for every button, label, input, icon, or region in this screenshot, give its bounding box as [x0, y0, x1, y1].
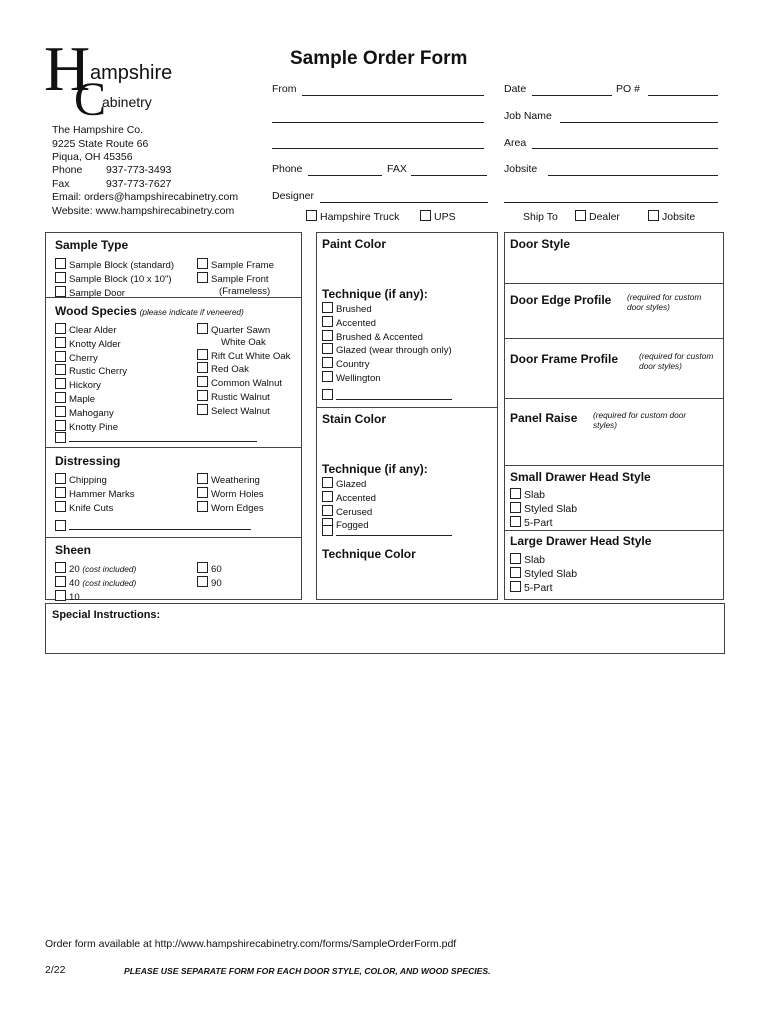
option-label: Cherry [69, 352, 98, 364]
option-label: Hammer Marks [69, 488, 135, 500]
option-label: 60 [211, 564, 222, 575]
dealer-checkbox[interactable] [575, 210, 586, 221]
logo-ampshire: ampshire [90, 62, 173, 84]
checkbox[interactable] [55, 392, 66, 403]
from-field[interactable] [302, 95, 484, 96]
wood-species-note: (please indicate if veneered) [139, 307, 244, 317]
wood-option[interactable] [197, 376, 290, 390]
right-divider-2 [504, 338, 723, 339]
sheen-heading: Sheen [55, 543, 92, 557]
checkbox[interactable] [322, 302, 333, 313]
option-label: Weathering [211, 475, 260, 486]
checkbox[interactable] [55, 487, 66, 498]
wood-species-right [197, 323, 290, 418]
door-style-heading: Door Style [510, 237, 571, 251]
frameless-label: (Frameless) [219, 285, 271, 297]
stain-technique-heading: Technique (if any): [322, 462, 428, 476]
ship-to-label: Ship To [523, 211, 558, 223]
ups-label: UPS [434, 211, 456, 223]
panel-raise-note: (required for custom door styles) [593, 410, 687, 430]
left-divider-3 [45, 537, 301, 538]
cost-note: (cost included) [82, 564, 137, 574]
company-phone-label: Phone [52, 164, 83, 176]
logo-c: C [74, 73, 107, 126]
option-label: Country [336, 359, 370, 371]
middle-divider [316, 407, 497, 408]
distressing-other-option[interactable] [55, 520, 69, 533]
option-label: Rustic Cherry [69, 366, 128, 378]
company-name: The Hampshire Co. [52, 124, 144, 136]
checkbox[interactable] [55, 590, 66, 601]
option-label: Accented [336, 317, 377, 329]
checkbox[interactable] [55, 473, 66, 484]
ups-checkbox[interactable] [420, 210, 431, 221]
paint-color-heading: Paint Color [322, 237, 387, 251]
distressing-option[interactable] [55, 487, 135, 501]
sheen-option[interactable] [55, 576, 136, 590]
wood-option[interactable] [55, 323, 127, 337]
company-website: Website: www.hampshirecabinetry.com [52, 205, 235, 217]
option-label: Sample Door [69, 287, 125, 299]
option-label: Sample Front [211, 273, 269, 285]
option-label: Worm Holes [211, 488, 264, 500]
fax-label: FAX [387, 163, 407, 175]
checkbox[interactable] [197, 272, 208, 283]
option-label: Sample Block (10 x 10") [69, 273, 172, 285]
option-label: 5-Part [524, 582, 553, 594]
hampshire-truck-option[interactable] [306, 210, 399, 223]
option-label: Sample Block (standard) [69, 260, 175, 271]
option-label: 20 [69, 564, 80, 575]
option-label: 90 [211, 577, 222, 589]
checkbox[interactable] [197, 487, 208, 498]
distressing-other-field[interactable] [69, 529, 251, 530]
wood-option[interactable] [197, 362, 290, 376]
wood-option[interactable] [197, 404, 290, 418]
hampshire-truck-label: Hampshire Truck [320, 211, 400, 223]
checkbox[interactable] [55, 351, 66, 362]
sheen-option[interactable] [197, 576, 222, 590]
po-label: PO # [616, 83, 640, 95]
company-phone: 937-773-3493 [106, 164, 172, 176]
checkbox[interactable] [55, 378, 66, 389]
technique-option[interactable] [322, 505, 376, 519]
wood-option[interactable] [197, 390, 290, 404]
distressing-option[interactable] [197, 487, 264, 501]
checkbox[interactable] [197, 501, 208, 512]
technique-option[interactable] [322, 316, 452, 330]
option-label: Sample Frame [211, 260, 274, 271]
ups-option[interactable] [420, 210, 456, 223]
checkbox[interactable] [55, 364, 66, 375]
distressing-option[interactable] [55, 501, 135, 515]
job-name-label: Job Name [504, 110, 552, 122]
wood-option[interactable] [55, 364, 127, 378]
sheen-option[interactable] [55, 562, 136, 576]
option-label: Slab [524, 489, 546, 501]
right-divider-3 [504, 398, 723, 399]
phone-label: Phone [272, 163, 303, 175]
option-label: Knotty Alder [69, 338, 121, 350]
jobsite-field-2[interactable] [504, 202, 718, 203]
checkbox[interactable] [197, 258, 208, 269]
checkbox[interactable] [55, 562, 66, 573]
company-email: Email: orders@hampshirecabinetry.com [52, 191, 239, 203]
sample-type-option[interactable] [55, 272, 174, 286]
distressing-left [55, 473, 135, 514]
distressing-option[interactable] [197, 501, 264, 515]
option-label: Glazed (wear through only) [336, 345, 452, 357]
paint-technique-heading: Technique (if any): [322, 287, 428, 301]
wood-option[interactable] [55, 337, 127, 351]
option-label: Mahogany [69, 407, 114, 419]
drawer-option[interactable] [510, 567, 577, 581]
wood-other-option[interactable] [55, 432, 69, 445]
sample-type-option[interactable] [197, 272, 274, 286]
option-label: Select Walnut [211, 405, 270, 417]
option-label: Slab [524, 554, 546, 566]
from-field-2[interactable] [272, 122, 484, 123]
right-divider-4 [504, 465, 723, 466]
dealer-label: Dealer [589, 211, 620, 223]
checkbox[interactable] [55, 501, 66, 512]
distressing-option[interactable] [197, 473, 264, 487]
distressing-option[interactable] [55, 473, 135, 487]
wood-option[interactable] [55, 406, 127, 420]
from-label: From [272, 83, 297, 95]
company-street: 9225 State Route 66 [52, 138, 149, 150]
technique-option[interactable] [322, 302, 452, 316]
wood-species-left [55, 323, 127, 433]
checkbox[interactable] [322, 330, 333, 341]
checkbox[interactable] [55, 286, 66, 297]
stain-other-field[interactable] [336, 535, 452, 536]
drawer-option[interactable] [510, 502, 577, 516]
checkbox[interactable] [55, 520, 66, 531]
jobsite-label: Jobsite [504, 163, 538, 175]
option-label: Hickory [69, 380, 101, 392]
checkbox[interactable] [510, 581, 521, 592]
sample-type-option[interactable] [55, 286, 174, 300]
checkbox[interactable] [197, 323, 208, 334]
sheen-option[interactable] [55, 590, 136, 604]
company-city: Piqua, OH 45356 [52, 151, 133, 163]
checkbox[interactable] [197, 362, 208, 373]
sample-type-option[interactable] [55, 258, 174, 272]
technique-option[interactable] [322, 330, 452, 344]
white-oak-label: White Oak [221, 336, 266, 348]
option-label: Fogged [336, 520, 369, 532]
door-frame-profile-heading: Door Frame Profile [510, 352, 619, 366]
sheen-left [55, 562, 136, 603]
checkbox[interactable] [197, 376, 208, 387]
sample-type-right [197, 258, 274, 297]
sheen-right [197, 562, 222, 590]
option-label: Glazed [336, 479, 367, 490]
option-label: Clear Alder [69, 325, 117, 336]
distressing-heading: Distressing [55, 454, 121, 468]
paint-techniques [322, 302, 452, 385]
po-field[interactable] [648, 95, 718, 96]
jobsite-field[interactable] [548, 175, 718, 176]
checkbox[interactable] [55, 272, 66, 283]
hampshire-truck-checkbox[interactable] [306, 210, 317, 221]
checkbox[interactable] [510, 502, 521, 513]
designer-field[interactable] [320, 202, 488, 203]
fax-field[interactable] [411, 175, 487, 176]
jobsite-option[interactable] [648, 210, 695, 223]
option-label: 10 [69, 591, 80, 603]
logo-abinetry: abinetry [102, 94, 152, 110]
checkbox[interactable] [322, 505, 333, 516]
option-label: Styled Slab [524, 503, 578, 515]
stain-color-heading: Stain Color [322, 412, 387, 426]
cost-note: (cost included) [82, 577, 137, 588]
option-label: Cerused [336, 506, 373, 518]
technique-color-heading: Technique Color [322, 547, 416, 561]
checkbox[interactable] [55, 432, 66, 443]
special-instructions-label: Special Instructions: [52, 609, 161, 621]
door-edge-note: (required for custom door styles) [627, 292, 702, 312]
option-label: Rustic Walnut [211, 391, 270, 403]
checkbox[interactable] [322, 371, 333, 382]
sheen-option[interactable] [197, 562, 222, 576]
stain-techniques [322, 477, 376, 532]
paint-other-field[interactable] [336, 399, 452, 400]
designer-label: Designer [272, 190, 315, 202]
panel-raise-heading: Panel Raise [510, 411, 578, 425]
wood-option[interactable] [55, 378, 127, 392]
checkbox[interactable] [55, 406, 66, 417]
revision: 2/22 [45, 964, 66, 976]
checkbox[interactable] [197, 390, 208, 401]
form-title: Sample Order Form [290, 48, 468, 69]
drawer-option[interactable] [510, 581, 577, 595]
technique-option[interactable] [322, 477, 376, 491]
sample-type-heading: Sample Type [55, 238, 129, 252]
checkbox[interactable] [510, 516, 521, 527]
technique-option[interactable] [322, 357, 452, 371]
option-label: Red Oak [211, 364, 249, 376]
checkbox[interactable] [55, 576, 66, 587]
door-frame-note: (required for custom door styles) [639, 351, 714, 371]
option-label: Knife Cuts [69, 502, 114, 514]
option-label: Worn Edges [211, 502, 264, 514]
date-label: Date [504, 83, 527, 95]
distressing-right [197, 473, 264, 514]
technique-option[interactable] [322, 491, 376, 505]
wood-other-field[interactable] [69, 441, 257, 442]
option-label: Rift Cut White Oak [211, 350, 291, 362]
logo-h: H [44, 33, 89, 104]
checkbox[interactable] [510, 553, 521, 564]
option-label: Accented [336, 492, 377, 504]
company-logo [44, 33, 204, 126]
technique-option[interactable] [322, 371, 452, 385]
jobsite-option-label: Jobsite [662, 211, 696, 223]
from-field-3[interactable] [272, 148, 484, 149]
option-label: Chipping [69, 475, 107, 486]
area-field[interactable] [532, 148, 718, 149]
option-label: Common Walnut [211, 378, 283, 390]
checkbox[interactable] [322, 389, 333, 400]
wood-option[interactable] [55, 351, 127, 365]
checkbox[interactable] [55, 337, 66, 348]
option-label: Brushed [336, 304, 372, 315]
checkbox[interactable] [197, 404, 208, 415]
option-label: Wellington [336, 372, 381, 384]
checkbox[interactable] [55, 258, 66, 269]
small-drawer-heading: Small Drawer Head Style [510, 470, 651, 484]
large-drawer-options [510, 553, 577, 595]
phone-field[interactable] [308, 175, 382, 176]
option-label: 5-Part [524, 517, 553, 529]
option-label: Quarter Sawn [211, 325, 271, 336]
small-drawer-options [510, 488, 577, 530]
checkbox[interactable] [197, 562, 208, 573]
wood-option[interactable] [55, 392, 127, 406]
option-label: 40 [69, 577, 80, 589]
right-divider-5 [504, 530, 723, 531]
checkbox[interactable] [55, 420, 66, 431]
wood-species-title: Wood Species [55, 304, 137, 318]
drawer-option[interactable] [510, 488, 577, 502]
date-field[interactable] [532, 95, 612, 96]
stain-other-option[interactable] [322, 525, 336, 538]
checkbox[interactable] [322, 491, 333, 502]
drawer-option[interactable] [510, 516, 577, 530]
paint-other-option[interactable] [322, 389, 336, 402]
checkbox[interactable] [55, 323, 66, 334]
area-label: Area [504, 137, 527, 149]
checkbox[interactable] [322, 316, 333, 327]
drawer-option[interactable] [510, 553, 577, 567]
option-label: Maple [69, 393, 96, 405]
checkbox[interactable] [510, 488, 521, 499]
option-label: Brushed & Accented [336, 331, 423, 343]
checkbox[interactable] [510, 567, 521, 578]
technique-option[interactable] [322, 343, 452, 357]
checkbox[interactable] [197, 349, 208, 360]
door-edge-profile-heading: Door Edge Profile [510, 293, 612, 307]
checkbox[interactable] [322, 357, 333, 368]
right-divider-1 [504, 283, 723, 284]
option-label: Styled Slab [524, 568, 578, 580]
dealer-option[interactable] [575, 210, 620, 223]
wood-option[interactable] [197, 323, 290, 337]
jobsite-checkbox[interactable] [648, 210, 659, 221]
wood-option[interactable] [197, 349, 290, 363]
checkbox[interactable] [322, 525, 333, 536]
sample-type-option[interactable] [197, 258, 274, 272]
option-label: Knotty Pine [69, 421, 119, 433]
left-divider-2 [45, 447, 301, 448]
form-url: Order form available at http://www.hampshirecabinetry.com/forms/SampleOrderForm.pdf [45, 938, 457, 950]
checkbox[interactable] [322, 343, 333, 354]
checkbox[interactable] [197, 576, 208, 587]
job-name-field[interactable] [560, 122, 718, 123]
wood-species-heading [55, 304, 244, 318]
sample-type-left [55, 258, 174, 299]
checkbox[interactable] [322, 477, 333, 488]
footer-notice: PLEASE USE SEPARATE FORM FOR EACH DOOR STYLE, COLOR, AND WOOD SPECIES. [124, 966, 491, 976]
checkbox[interactable] [197, 473, 208, 484]
large-drawer-heading: Large Drawer Head Style [510, 534, 652, 548]
company-fax: 937-773-7627 [106, 178, 172, 190]
company-fax-label: Fax [52, 178, 70, 190]
